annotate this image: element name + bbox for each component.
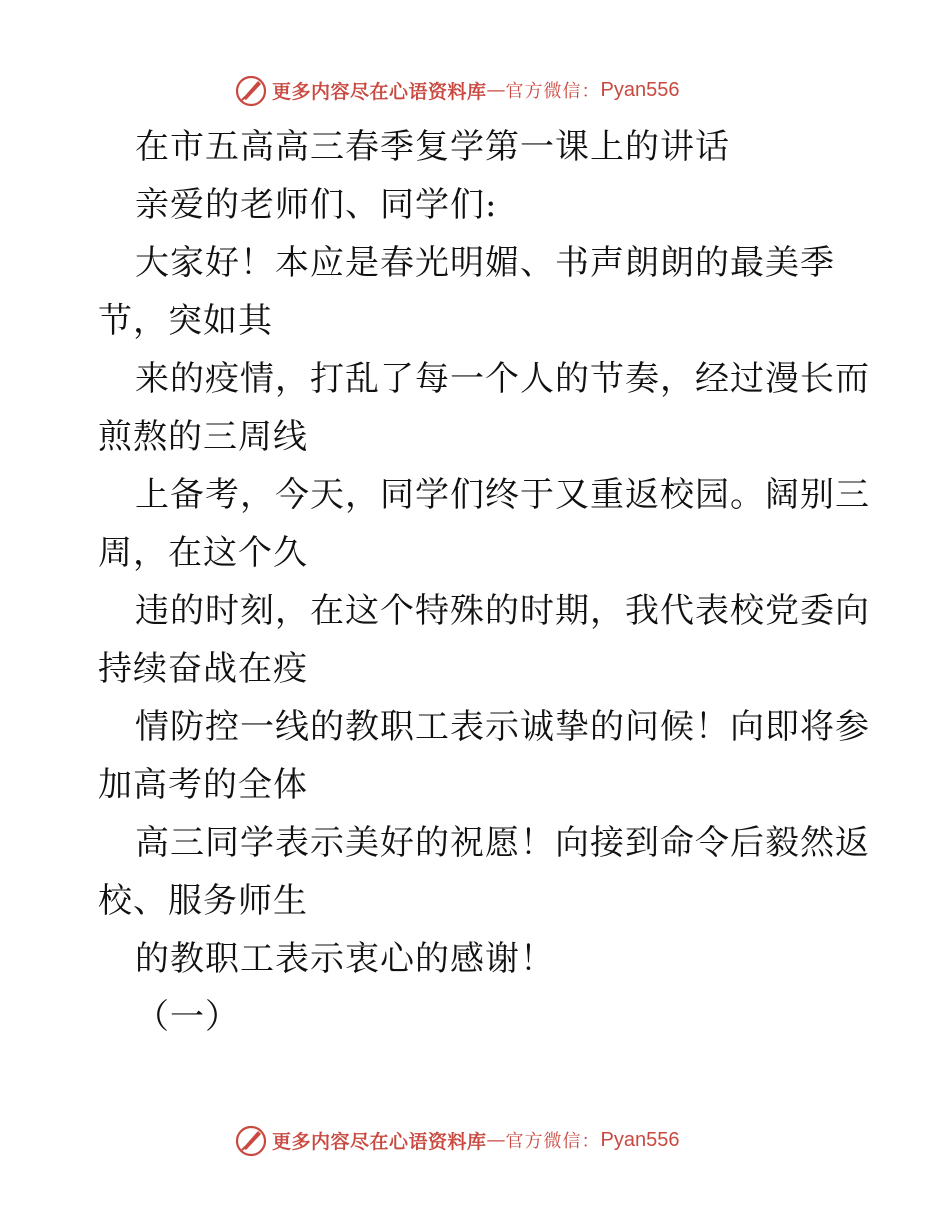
banner-wechat-label: 官方微信： — [505, 1131, 601, 1152]
paragraph-line: 持续奋战在疫 — [98, 649, 308, 689]
paragraph-line: 的教职工表示衷心的感谢！ — [135, 939, 555, 979]
document-title: 在市五高高三春季复学第一课上的讲话 — [135, 127, 730, 167]
paragraph-line: 违的时刻，在这个特殊的时期，我代表校党委向 — [135, 591, 870, 631]
banner-main-text: 更多内容尽在心语资料库 — [272, 1130, 487, 1153]
paragraph-line: 来的疫情，打乱了每一个人的节奏，经过漫长而 — [135, 359, 870, 399]
quill-logo-icon — [234, 1123, 268, 1157]
paragraph-line: 加高考的全体 — [98, 765, 308, 805]
banner-wechat-id: Pyan556 — [600, 78, 680, 101]
banner-main-text: 更多内容尽在心语资料库 — [272, 80, 487, 103]
paragraph-line: 高三同学表示美好的祝愿！向接到命令后毅然返 — [135, 823, 870, 863]
banner-wechat-id: Pyan556 — [600, 1128, 680, 1151]
paragraph-line: 情防控一线的教职工表示诚挚的问候！向即将参 — [135, 707, 870, 747]
paragraph-line: 上备考，今天，同学们终于又重返校园。阔别三 — [135, 475, 870, 515]
section-heading: （一） — [135, 997, 240, 1037]
paragraph-line: 校、服务师生 — [98, 881, 308, 921]
paragraph-line: 大家好！本应是春光明媚、书声朗朗的最美季 — [135, 243, 835, 283]
document-body — [98, 118, 870, 1046]
header-banner — [234, 72, 714, 108]
banner-dash: — — [486, 79, 506, 101]
banner-wechat-label: 官方微信： — [505, 81, 601, 102]
paragraph-line: 周，在这个久 — [98, 533, 308, 573]
quill-logo-icon — [234, 73, 268, 107]
banner-dash: — — [486, 1129, 506, 1151]
salutation: 亲爱的老师们、同学们: — [135, 185, 498, 225]
paragraph-line: 煎熬的三周线 — [98, 417, 308, 457]
footer-banner — [234, 1122, 714, 1158]
paragraph-line: 节，突如其 — [98, 301, 273, 341]
